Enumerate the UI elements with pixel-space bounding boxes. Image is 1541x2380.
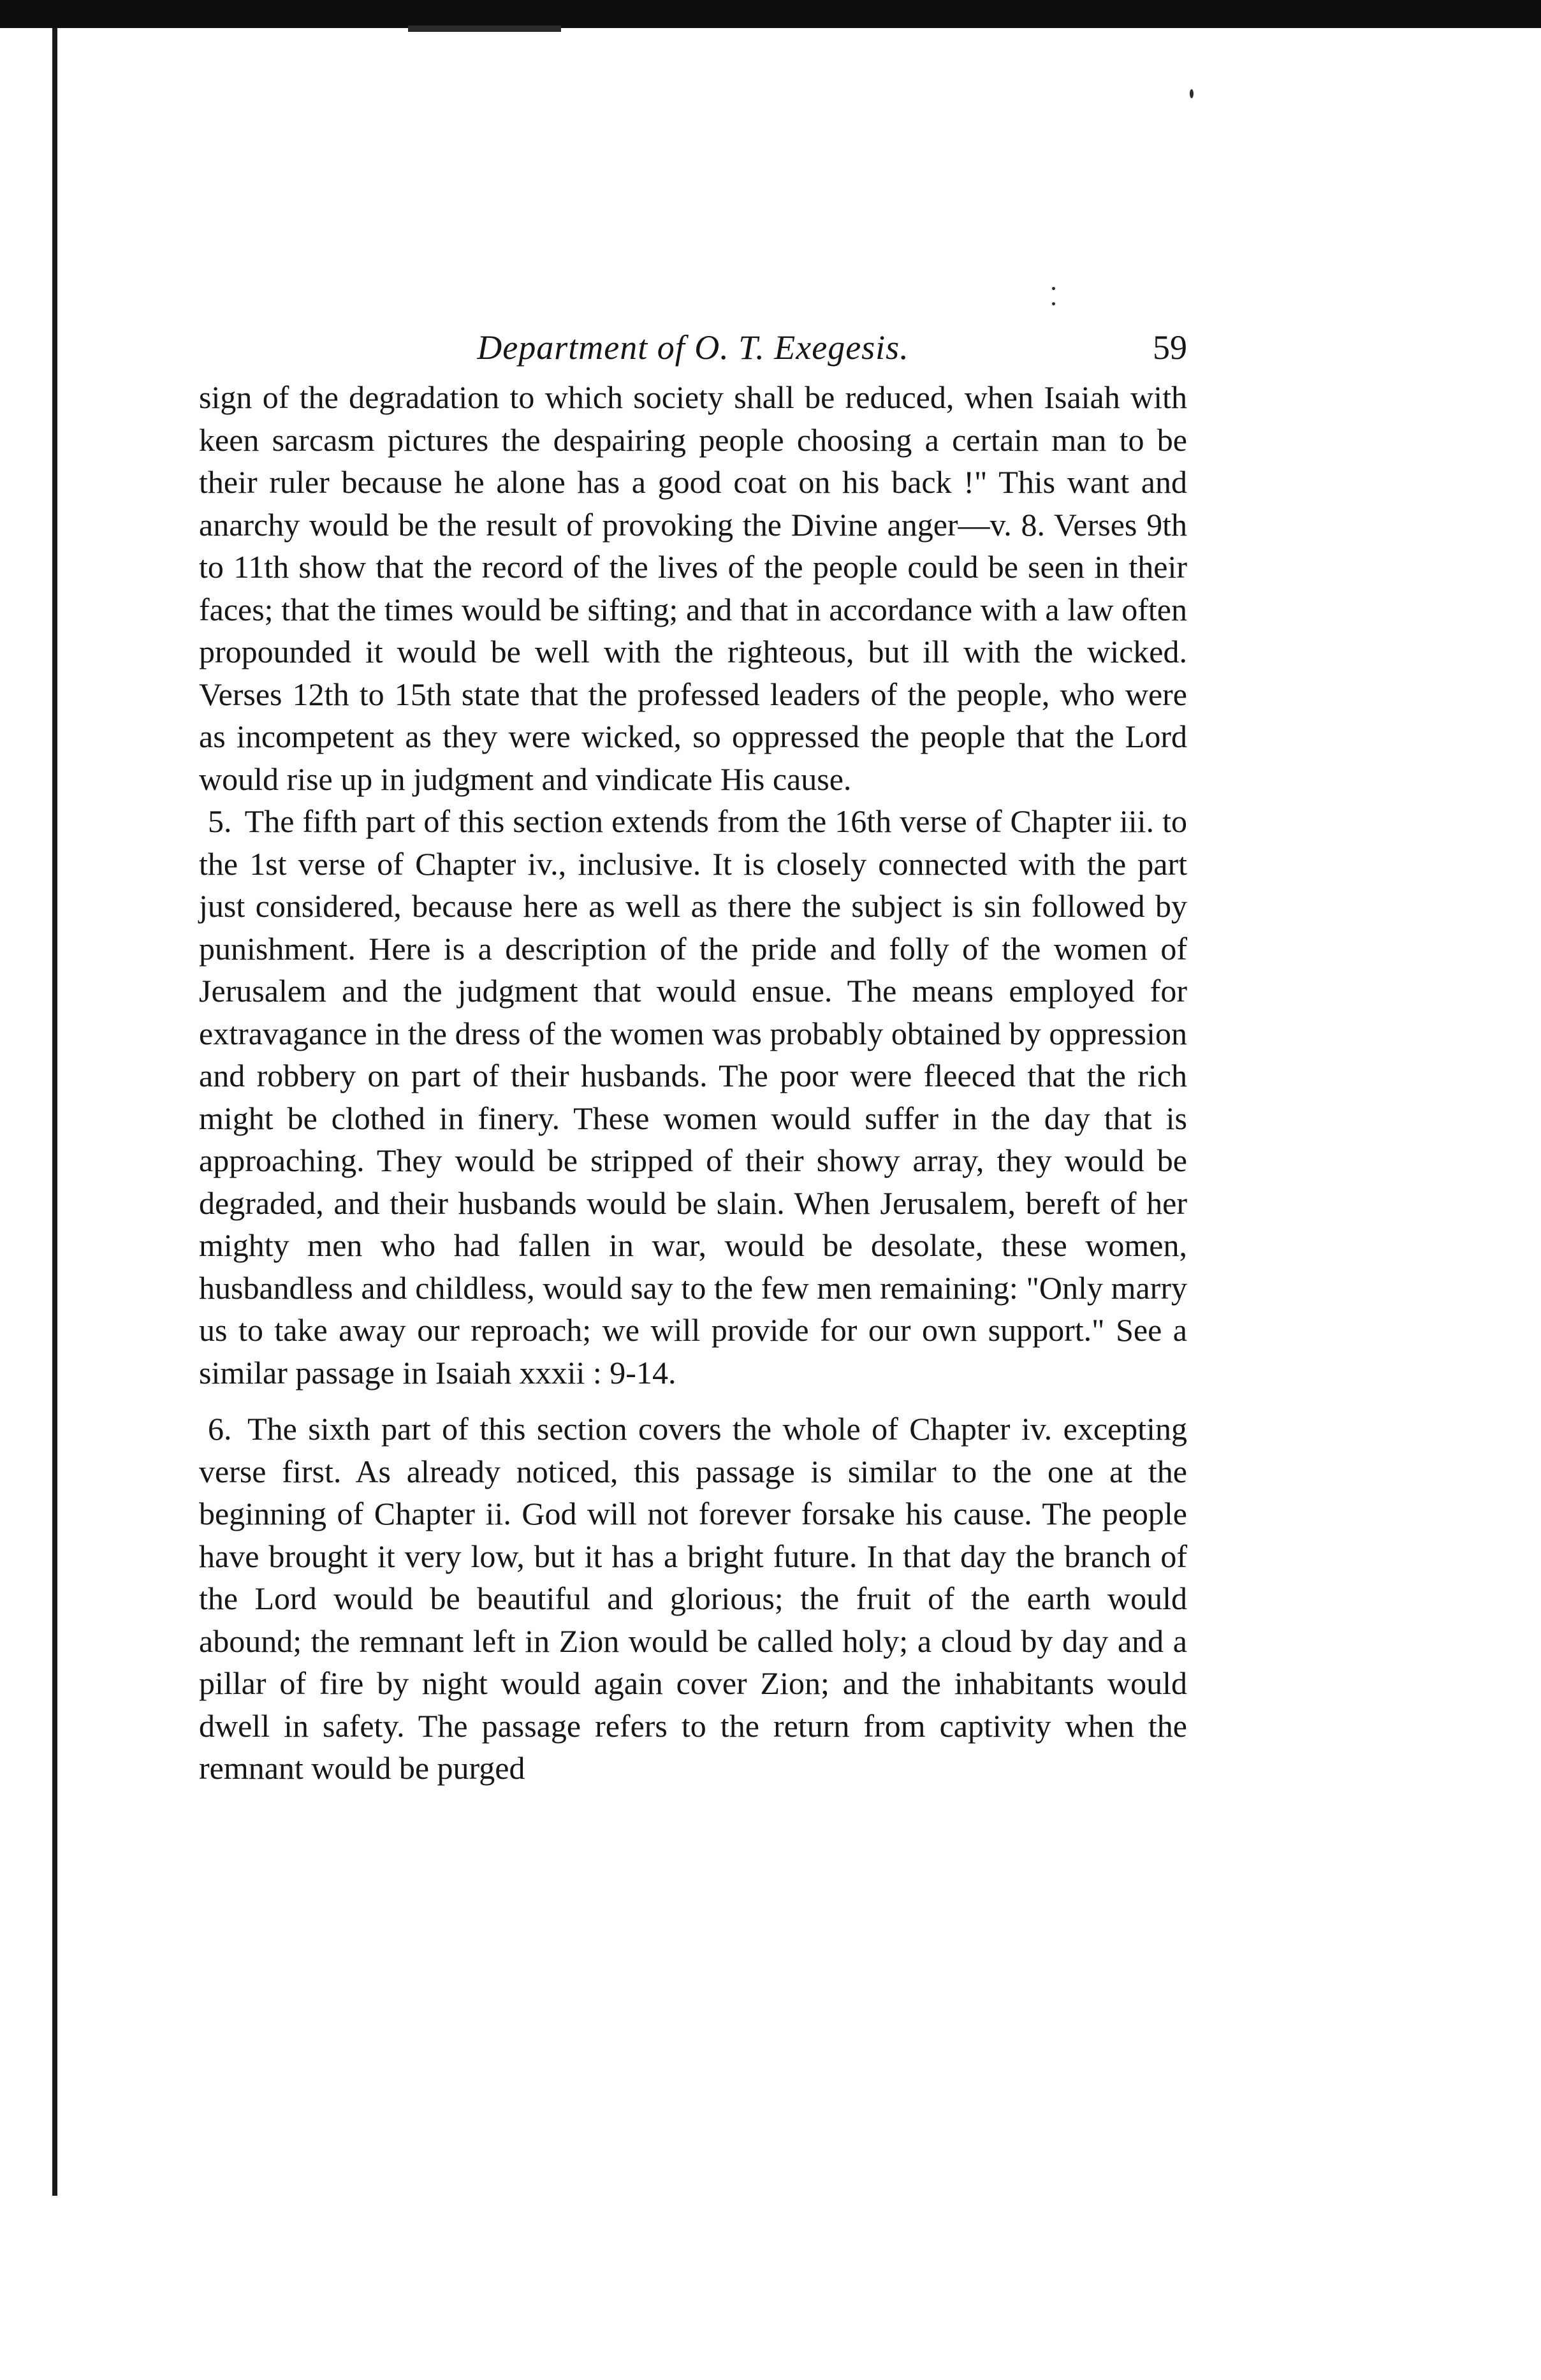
scan-speck — [1052, 302, 1055, 305]
paragraph-continued — [199, 376, 1187, 800]
paragraph-part-six — [199, 1408, 1187, 1790]
paragraph-number: 6. — [208, 1411, 232, 1447]
running-title: Department of O. T. Exegesis. — [477, 328, 909, 367]
paragraph-text: The sixth part of this section covers the whole of Chapter iv. excepting verse first. As already noticed, this passage is similar to the one at the beginning of Chapter ii. God will not forever forsake his cause. The people have brought it very low, but it has a bright future. In that day the branch of the Lord would be beautiful and glorious; the fruit of the earth would abound; the remnant left in Zion would be called holy; a cloud by day and a pillar of fire by night would again cover Zion; and the inhabitants would dwell in safety. The passage refers to the return from captivity when the remnant would be purged — [199, 1411, 1187, 1786]
book-page — [199, 319, 1187, 1790]
paragraph-gap — [199, 1394, 1187, 1408]
scan-top-notch — [408, 26, 561, 32]
scan-top-border — [0, 0, 1541, 28]
paragraph-text: The fifth part of this section extends from the 16th verse of Chapter iii. to the 1st verse of Chapter iv., inclusive. It is closely connected with the part just considered, because here as well as there the subject is sin followed by punishment. Here is a description of the pride and folly of the women of Jerusalem and the judgment that would ensue. The means employed for extravagance in the dress of the women was probably obtained by oppression and robbery on part of their husbands. The poor were fleeced that the rich might be clothed in finery. These women would suffer in the day that is approaching. They would be stripped of their showy array, they would be degraded, and their husbands would be slain. When Jerusalem, bereft of her mighty men who had fallen in war, would be desolate, these women, husbandless and childless, would say to the few men remaining: "Only marry us to take away our reproach; we will provide for our own support." See a similar passage in Isaiah xxxii : 9-14. — [199, 803, 1187, 1391]
paragraph-part-five — [199, 800, 1187, 1394]
scan-speck — [1190, 89, 1194, 98]
scan-speck — [1052, 287, 1055, 290]
scan-left-edge — [52, 28, 57, 2196]
running-head — [199, 319, 1187, 376]
page-number: 59 — [1153, 328, 1187, 367]
paragraph-number: 5. — [208, 803, 232, 839]
paragraph-text: sign of the degradation to which society shall be reduced, when Isaiah with keen sarcasm pictures the despairing people choosing a certain man to be their ruler because he alone has a good coat on his back !" This want and anarchy would be the result of provoking the Divine anger—v. 8. Verses 9th to 11th show that the record of the lives of the people could be seen in their faces; that the times would be sifting; and that in accordance with a law often propounded it would be well with the righteous, but ill with the wicked. Verses 12th to 15th state that the professed leaders of the people, who were as incompetent as they were wicked, so oppressed the people that the Lord would rise up in judgment and vindicate His cause. — [199, 379, 1187, 797]
